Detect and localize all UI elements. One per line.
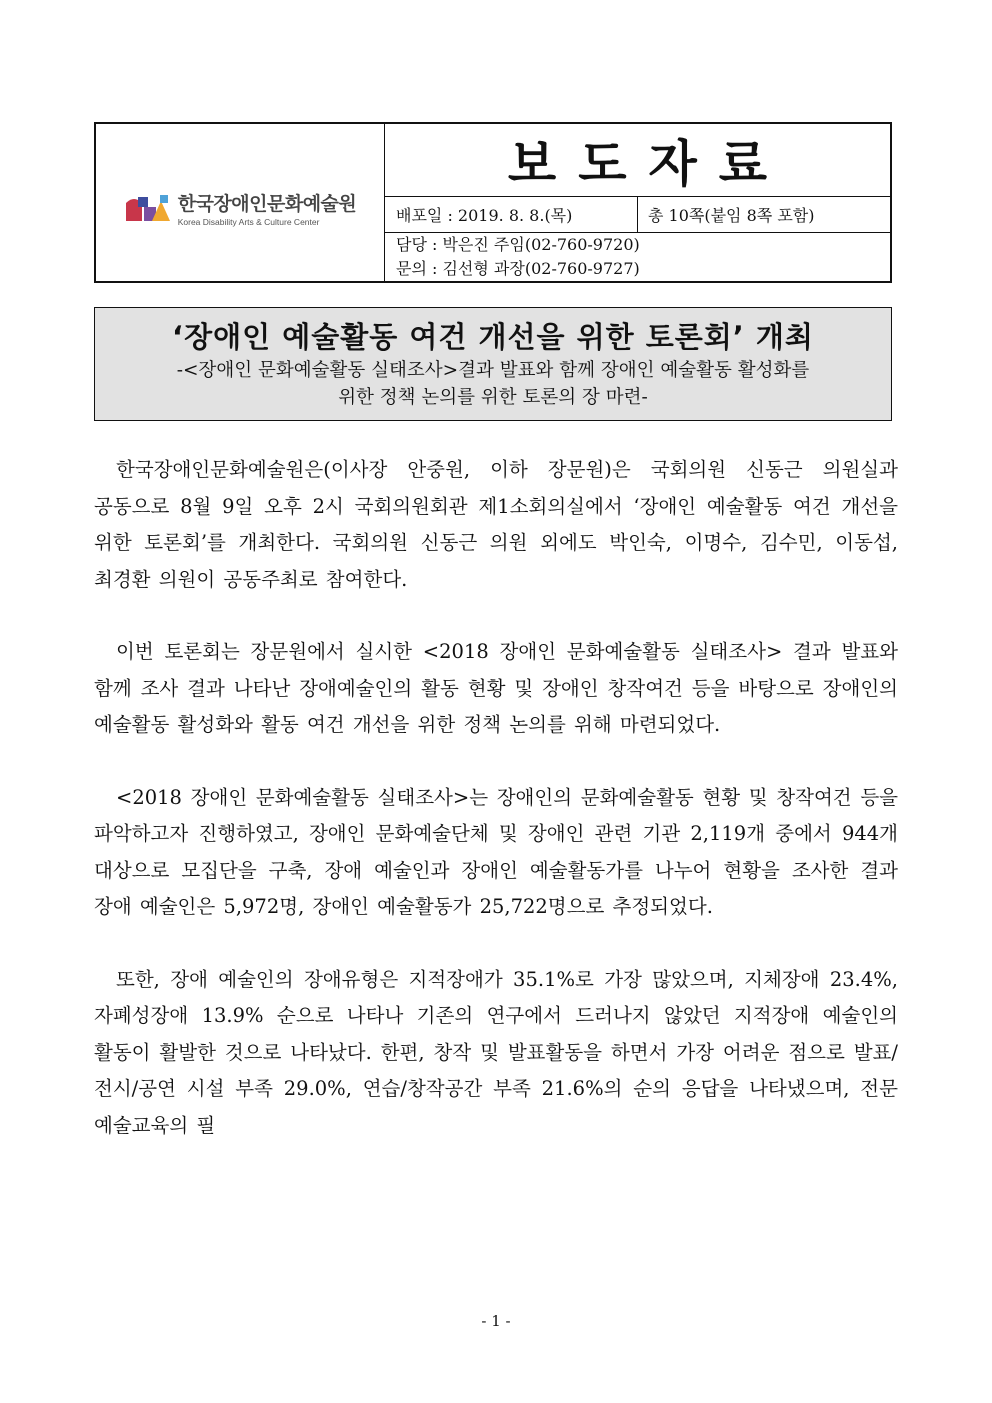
logo-mark-icon [124,191,170,225]
document-type-title: 보도자료 [385,124,890,197]
headline-title: ‘장애인 예술활동 여건 개선을 위한 토론회’ 개최 [172,320,814,354]
paragraph: 한국장애인문화예술원은(이사장 안중원, 이하 장문원)은 국회의원 신동근 의원실과 공동으로 8월 9일 오후 2시 국회의원회관 제1소회의실에서 ‘장애인 예술활동 여건 개선을 위한 토론회’를 개최한다. 국회의원 신동근 의원 외에도 박인숙, 이명수, 김수민, 이동섭, 최경환 의원이 공동주최로 참여한다. [94,458,898,591]
contact-info [385,233,890,281]
paragraph: <2018 장애인 문화예술활동 실태조사>는 장애인의 문화예술활동 현황 및 창작여건 등을 파악하고자 진행하였고, 장애인 문화예술단체 및 장애인 관련 기관 2,119개 중에서 944개 대상으로 모집단을 구축, 장애 예술인과 장애인 예술활동가를 나누어 현황을 조사한 결과 장애 예술인은 5,972명, 장애인 예술활동가 25,722명으로 추정되었다. [94,785,898,918]
paragraph: 또한, 장애 예술인의 장애유형은 지적장애가 35.1%로 가장 많았으며, 지체장애 23.4%, 자폐성장애 13.9% 순으로 나타나 기존의 연구에서 드러나지 않았던 지적장애 예술인의 활동이 활발한 것으로 나타났다. 한편, 창작 및 발표활동을 하면서 가장 어려운 점으로 발표/전시/공연 시설 부족 29.0%, 연습/창작공간 부족 21.6%의 순의 응답을 나타냈으며, 전문 예술교육의 필 [94,967,898,1137]
logo-korean-name: 한국장애인문화예술원 [177,192,357,215]
headline-subtitle-2: 위한 정책 논의를 위한 토론의 장 마련- [338,387,648,408]
logo-english-name: Korea Disability Arts & Culture Center [177,216,320,227]
release-info-row [385,197,890,233]
organization-logo [124,189,357,227]
headline-box [94,307,892,421]
article-body [94,452,898,1180]
contact-person: 담당 : 박은진 주임(02-760-9720) [396,235,640,254]
release-date: 배포일 : 2019. 8. 8.(목) [385,197,638,232]
inquiry-person: 문의 : 김선형 과장(02-760-9727) [396,259,640,278]
paragraph: 이번 토론회는 장문원에서 실시한 <2018 장애인 문화예술활동 실태조사> 결과 발표와 함께 조사 결과 나타난 장애예술인의 활동 현황 및 장애인 창작여건 등을 바탕으로 장애인의 예술활동 활성화와 활동 여건 개선을 위한 정책 논의를 위해 마련되었다. [94,640,898,736]
header-info [385,124,890,281]
logo-cell [96,124,385,281]
page-number: - 1 - [481,1312,511,1330]
headline-subtitle-1: -<장애인 문화예술활동 실태조사>결과 발표와 함께 장애인 예술활동 활성화를 [176,360,810,381]
header-table [94,122,892,283]
page-count: 총 10쪽(붙임 8쪽 포함) [648,206,815,225]
